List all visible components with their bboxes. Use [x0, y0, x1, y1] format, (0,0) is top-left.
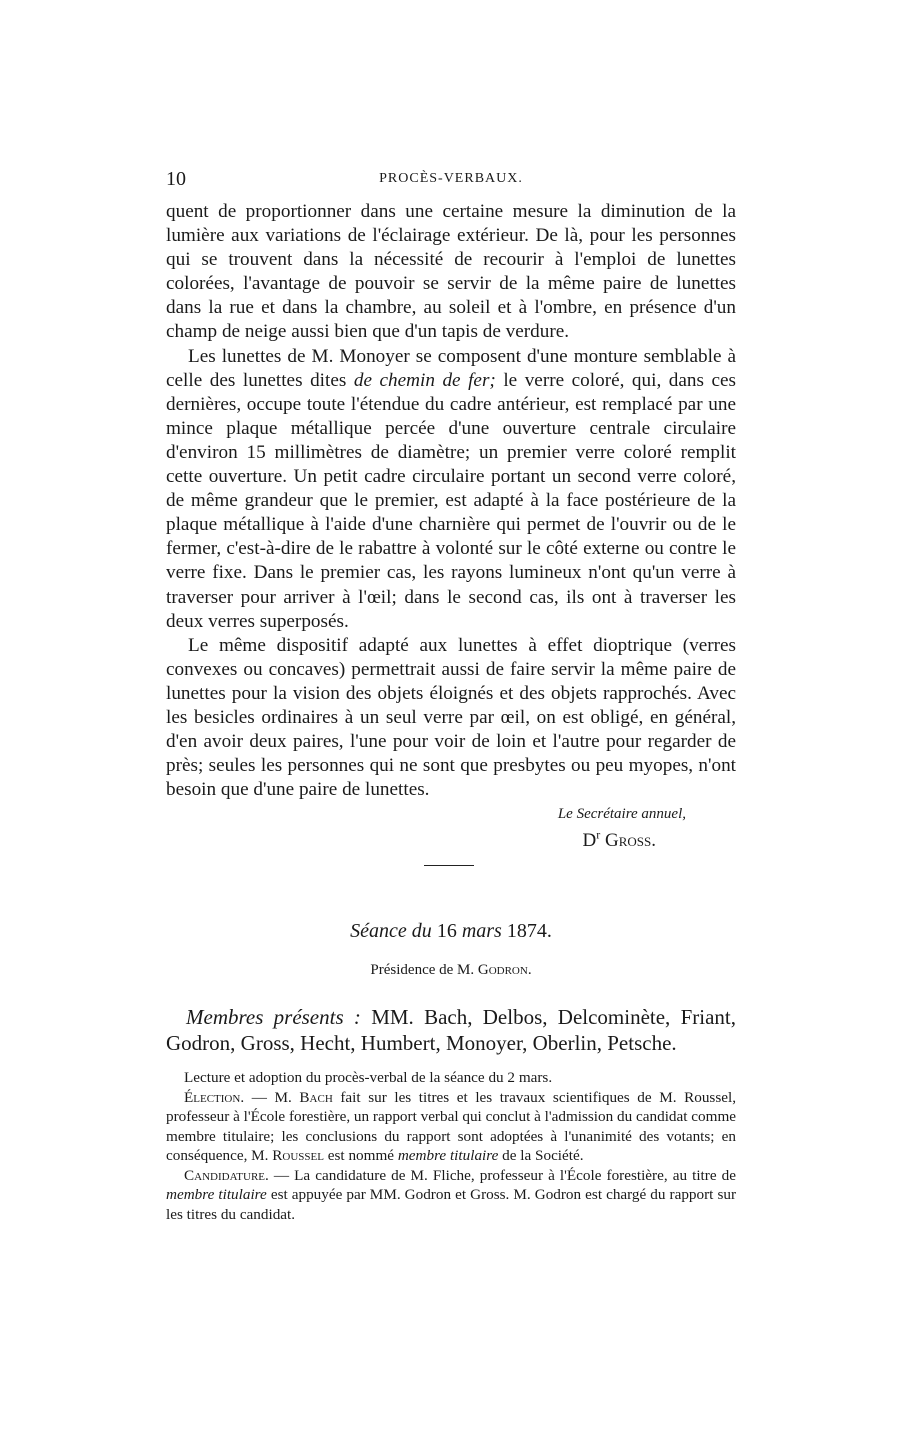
minutes-item-election [166, 1088, 736, 1166]
candidature-text-b: est appuyée par MM. Godron et Gross. M. Godron est chargé du rapport sur les titres du candidat. [166, 1186, 737, 1223]
signature-prefix: D [582, 830, 597, 851]
session-day: 16 [436, 920, 457, 942]
body-text [166, 200, 736, 802]
session-title-a: Séance du [350, 920, 437, 942]
session-year: 1874. [506, 920, 552, 942]
page-number: 10 [166, 168, 186, 190]
candidature-emphasis: membre titulaire [166, 1186, 267, 1203]
paragraph-1: quent de proportionner dans une certaine mesure la diminution de la lumière aux variations de l'éclairage extérieur. De là, pour les personnes qui se trouvent dans la nécessité de recourir à l'emploi de lunettes colorées, l'avantage de pouvoir se servir de la même paire de lunettes dans la rue et dans la chambre, au soleil et à l'ombre, en présence d'un champ de neige aussi bien que d'un tapis de verdure. [166, 201, 736, 343]
candidature-text-a: — La candidature de M. Fliche, professeur à l'École forestière, au titre de [268, 1166, 736, 1184]
signature-role: Le Secrétaire annuel, [557, 806, 686, 822]
election-rapporteur: Bach [299, 1088, 333, 1106]
presidency-name: Godron. [477, 962, 532, 978]
election-text-c: est nommé [323, 1147, 398, 1164]
candidature-label: Candidature. [184, 1166, 269, 1184]
members-list: MM. Bach, Delbos, Delcominète, Friant, Godron, Gross, Hecht, Humbert, Monoyer, Oberlin, Petsche. [166, 1005, 737, 1055]
members-label: Membres présents : [186, 1005, 361, 1029]
signature-prefix-sup: r [596, 827, 601, 842]
signature-name [166, 827, 656, 852]
session-title [166, 920, 736, 943]
members-present [166, 1004, 736, 1056]
running-title: PROCÈS-VERBAUX. [379, 171, 523, 186]
running-head [166, 168, 736, 196]
paragraph-2-part-b: le verre coloré, qui, dans ces dernières, occupe toute l'étendue du cadre antérieur, est remplacé par une mince plaque métallique percée d'une ouverture centrale circulaire d'environ 15 millimètres de diamètre; un premier verre coloré remplit cette ouverture. Un petit cadre circulaire portant un second verre coloré, de même grandeur que le premier, est adapté à la face postérieure de la plaque métallique à l'aide d'une charnière qui permet de l'ouvrir ou de le fermer, c'est-à-dire de le rabattre à volonté sur le côté externe ou contre le verre fixe. Dans le premier cas, les rayons lumineux n'ont qu'un verre à traverser pour arriver à l'œil; dans le second cas, ils ont à traverser les deux verres superposés. [166, 369, 736, 632]
paragraph-2 [166, 345, 736, 634]
presidency-line [166, 962, 736, 979]
paragraph-2-part-a: Les lunettes de M. Monoyer se composent d'une monture semblable à celle des lunettes dites [166, 345, 736, 391]
election-emphasis: membre titulaire [397, 1147, 499, 1164]
presidency-label: Présidence de M. [370, 962, 478, 978]
minutes-item-reading: Lecture et adoption du procès-verbal de la séance du 2 mars. [184, 1069, 553, 1086]
election-label: Élection. [184, 1088, 245, 1106]
election-text-a: — M. [244, 1088, 300, 1106]
election-elected-name: Roussel [272, 1147, 324, 1164]
signature-surname: Gross. [605, 830, 656, 851]
section-divider [424, 865, 474, 866]
paragraph-3: Le même dispositif adapté aux lunettes à effet dioptrique (verres convexes ou concaves) permettrait aussi de faire servir la même paire de lunettes pour la vision des objets éloignés et des objets rapprochés. Avec les besicles ordinaires à un seul verre par œil, on est obligé, en général, d'en avoir deux paires, l'une pour voir de loin et l'autre pour regarder de près; seules les personnes qui ne sont que presbytes ou peu myopes, n'ont besoin que d'une paire de lunettes. [166, 634, 736, 801]
paragraph-2-emphasis: de chemin de fer; [353, 369, 496, 391]
election-text-d: de la Société. [498, 1147, 584, 1164]
session-title-b: mars [456, 920, 507, 942]
election-text-b: fait sur les titres et les travaux scientifiques de M. Roussel, professeur à l'École forestière, un rapport verbal qui conclut à l'admission du candidat comme membre titulaire; les conclusions du rapport sont adoptées à l'unanimité des votants; en conséquence, M. [166, 1088, 736, 1164]
minutes-item-candidature [166, 1166, 736, 1225]
minutes-section [166, 1068, 736, 1224]
